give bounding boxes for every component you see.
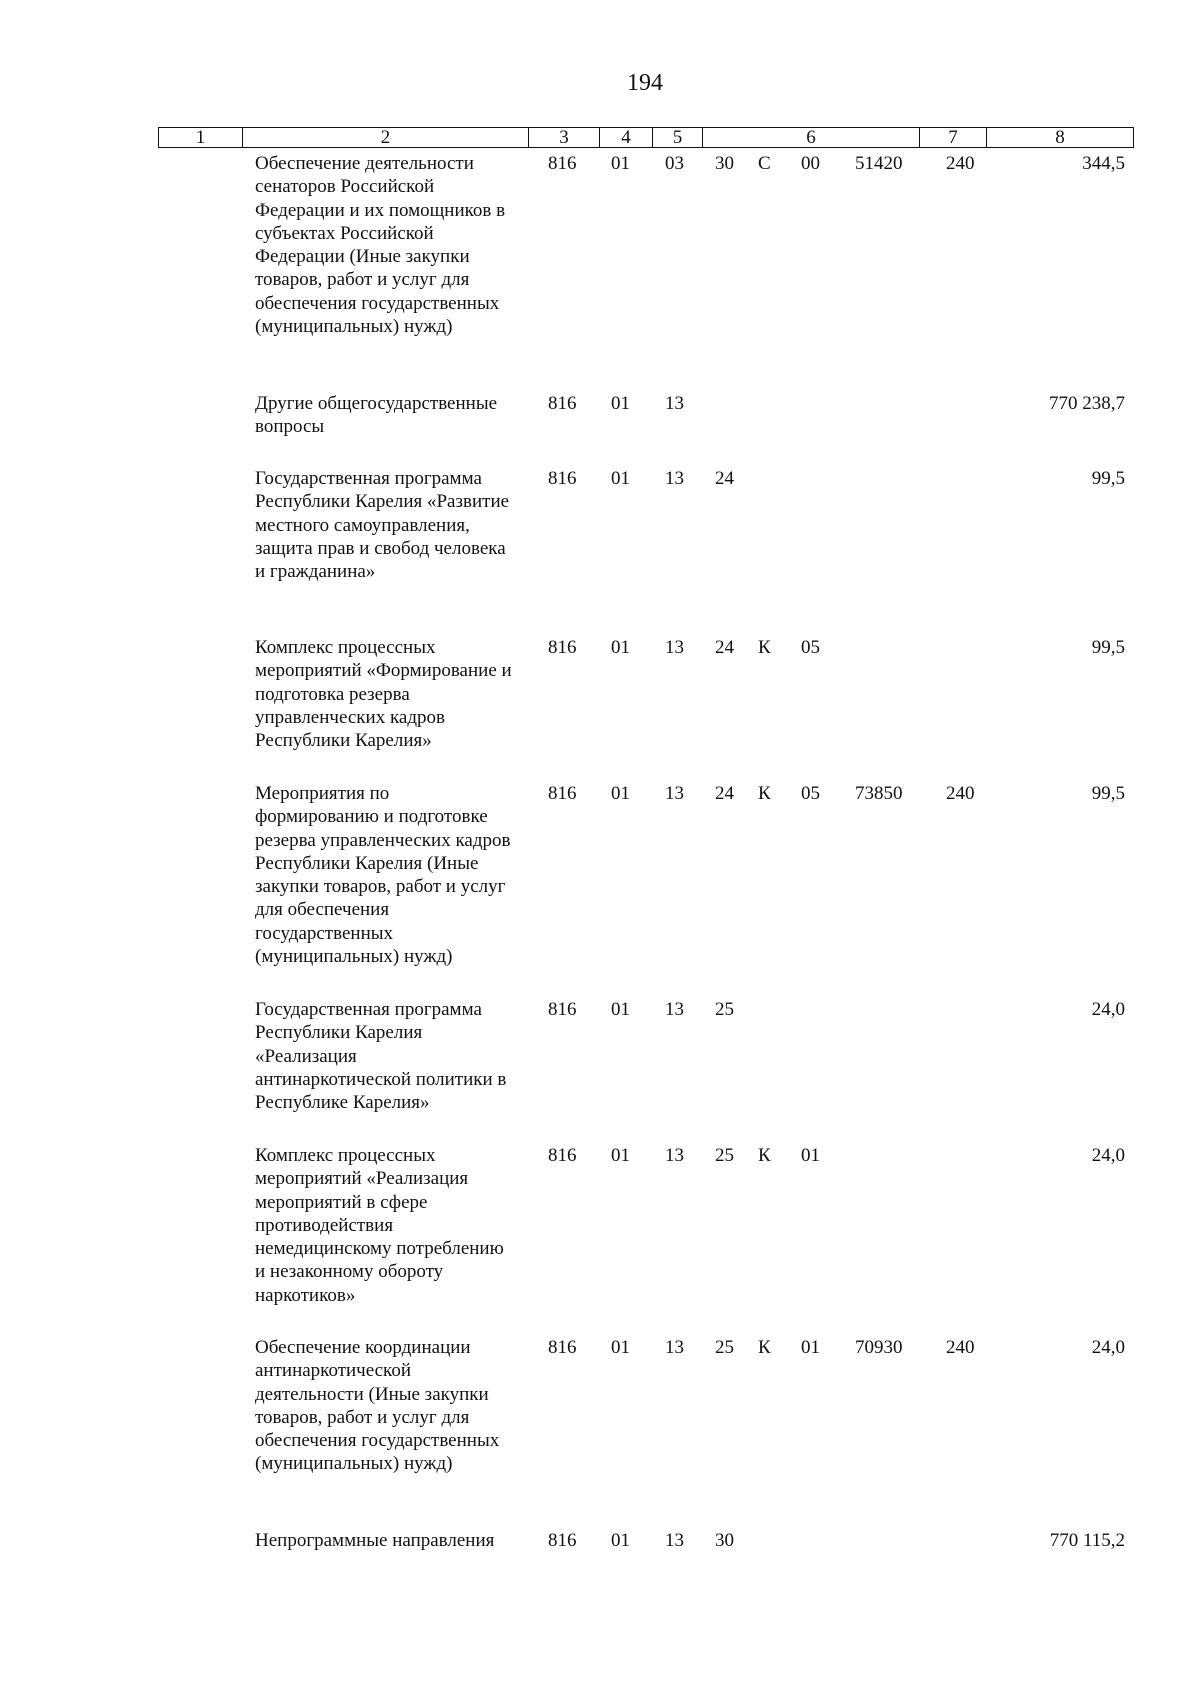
row-code-5: 13 xyxy=(665,637,684,658)
row-code-6-letter: С xyxy=(758,153,771,174)
row-amount: 344,5 xyxy=(1082,153,1125,174)
row-amount: 99,5 xyxy=(1091,637,1125,658)
row-name: Государственная программа Республики Карелия «Развитие местного самоуправления, защита прав и свобод человека и гражданина» xyxy=(255,468,510,583)
row-code-4: 01 xyxy=(611,783,630,804)
row-code-7: 240 xyxy=(946,783,975,804)
row-code-3: 816 xyxy=(548,999,577,1020)
row-code-4: 01 xyxy=(611,153,630,174)
row-code-5: 13 xyxy=(665,1145,684,1166)
row-code-6-letter: К xyxy=(758,637,771,658)
page-number: 194 xyxy=(627,70,663,96)
row-code-4: 01 xyxy=(611,1530,630,1551)
row-name: Непрограммные направления xyxy=(255,1530,495,1551)
row-code-6-direction: 73850 xyxy=(855,783,903,804)
row-code-6-letter: К xyxy=(758,783,771,804)
row-amount: 24,0 xyxy=(1091,1145,1125,1166)
row-code-5: 13 xyxy=(665,999,684,1020)
row-code-3: 816 xyxy=(548,1337,577,1358)
row-code-3: 816 xyxy=(548,1530,577,1551)
column-header-2: 2 xyxy=(243,128,529,148)
row-name: Обеспечение координации антинаркотической деятельности (Иные закупки товаров, работ и услуг для обеспечения государственных (муниципальных) нужд) xyxy=(255,1337,500,1475)
row-code-6-program: 24 xyxy=(715,783,734,804)
row-code-6-program: 24 xyxy=(715,637,734,658)
column-header-7: 7 xyxy=(920,128,987,148)
row-name: Комплекс процессных мероприятий «Реализация мероприятий в сфере противодействия немедицинскому потреблению и незаконному обороту наркотиков» xyxy=(255,1145,504,1306)
row-amount: 99,5 xyxy=(1091,783,1125,804)
row-code-3: 816 xyxy=(548,468,577,489)
row-code-5: 13 xyxy=(665,468,684,489)
row-code-3: 816 xyxy=(548,393,577,414)
row-code-5: 13 xyxy=(665,1337,684,1358)
row-code-3: 816 xyxy=(548,153,577,174)
row-code-6-direction: 51420 xyxy=(855,153,903,174)
column-header-6: 6 xyxy=(703,128,920,148)
row-code-6-sub: 05 xyxy=(801,783,820,804)
row-code-6-program: 25 xyxy=(715,1337,734,1358)
row-code-4: 01 xyxy=(611,393,630,414)
row-code-5: 13 xyxy=(665,1530,684,1551)
column-header-3: 3 xyxy=(529,128,600,148)
row-code-3: 816 xyxy=(548,783,577,804)
row-code-7: 240 xyxy=(946,153,975,174)
row-code-6-program: 24 xyxy=(715,468,734,489)
column-header-4: 4 xyxy=(600,128,653,148)
row-amount: 770 238,7 xyxy=(1049,393,1125,414)
row-name: Обеспечение деятельности сенаторов Российской Федерации и их помощников в субъектах Российской Федерации (Иные закупки товаров, работ и услуг для обеспечения государственных (муниципальных) нужд) xyxy=(255,153,506,338)
row-code-6-letter: К xyxy=(758,1145,771,1166)
row-amount: 99,5 xyxy=(1091,468,1125,489)
row-code-4: 01 xyxy=(611,637,630,658)
row-code-6-sub: 05 xyxy=(801,637,820,658)
row-name: Комплекс процессных мероприятий «Формирование и подготовка резерва управленческих кадров Республики Карелия» xyxy=(255,637,512,752)
row-code-4: 01 xyxy=(611,999,630,1020)
row-name: Другие общегосударственные вопросы xyxy=(255,393,498,438)
row-code-4: 01 xyxy=(611,468,630,489)
row-code-3: 816 xyxy=(548,1145,577,1166)
row-name: Мероприятия по формированию и подготовке резерва управленческих кадров Республики Карелия (Иные закупки товаров, работ и услуг для обеспечения государственных (муниципальных) нужд) xyxy=(255,783,511,968)
row-code-6-sub: 01 xyxy=(801,1145,820,1166)
row-code-5: 13 xyxy=(665,393,684,414)
row-code-3: 816 xyxy=(548,637,577,658)
row-code-6-direction: 70930 xyxy=(855,1337,903,1358)
column-header-5: 5 xyxy=(653,128,703,148)
row-code-7: 240 xyxy=(946,1337,975,1358)
row-amount: 770 115,2 xyxy=(1049,1530,1125,1551)
row-code-4: 01 xyxy=(611,1337,630,1358)
column-header-row xyxy=(159,128,1134,148)
row-code-6-program: 30 xyxy=(715,153,734,174)
row-amount: 24,0 xyxy=(1091,999,1125,1020)
row-name: Государственная программа Республики Карелия «Реализация антинаркотической политики в Республике Карелия» xyxy=(255,999,507,1114)
column-header-table xyxy=(158,127,1134,148)
row-code-5: 03 xyxy=(665,153,684,174)
row-code-5: 13 xyxy=(665,783,684,804)
row-code-6-sub: 00 xyxy=(801,153,820,174)
column-header-1: 1 xyxy=(159,128,243,148)
row-code-6-program: 30 xyxy=(715,1530,734,1551)
row-code-6-program: 25 xyxy=(715,1145,734,1166)
row-code-6-letter: К xyxy=(758,1337,771,1358)
row-code-6-sub: 01 xyxy=(801,1337,820,1358)
row-amount: 24,0 xyxy=(1091,1337,1125,1358)
column-header-8: 8 xyxy=(987,128,1134,148)
row-code-6-program: 25 xyxy=(715,999,734,1020)
row-code-4: 01 xyxy=(611,1145,630,1166)
